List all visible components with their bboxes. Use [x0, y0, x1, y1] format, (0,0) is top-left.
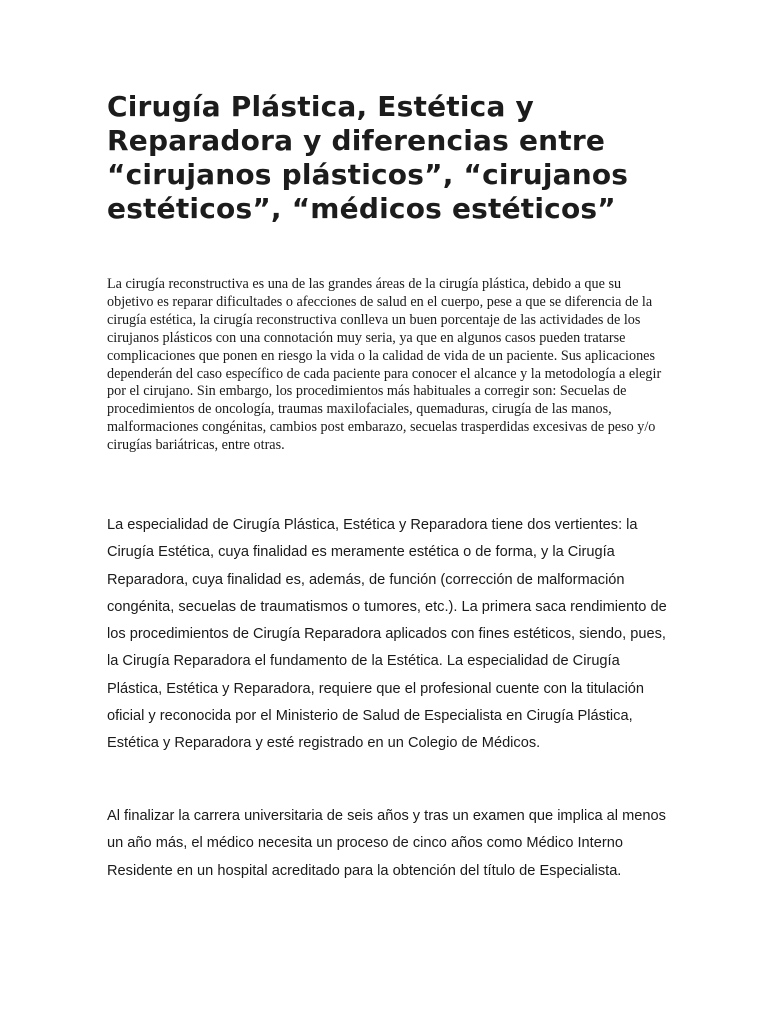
- paragraph-specialty-branches: La especialidad de Cirugía Plástica, Estética y Reparadora tiene dos vertientes: la Cirugía Estética, cuya finalidad es meramente estética o de forma, y la Cirugía Reparadora, cuya finalidad es, además, de función (corrección de malformación congénita, secuelas de traumatismos o tumores, etc.). La primera saca rendimiento de los procedimientos de Cirugía Reparadora aplicados con fines estéticos, siendo, pues, la Cirugía Reparadora el fundamento de la Estética. La especialidad de Cirugía Plástica, Estética y Reparadora, requiere que el profesional cuente con la titulación oficial y reconocida por el Ministerio de Salud de Especialista en Cirugía Plástica, Estética y Reparadora y esté registrado en un Colegio de Médicos.: [107, 517, 667, 752]
- paragraph-reconstructive-surgery: La cirugía reconstructiva es una de las grandes áreas de la cirugía plástica, debido a que su objetivo es reparar dificultades o afecciones de salud en el cuerpo, pese a que se diferencia de la cirugía estética, la cirugía reconstructiva conlleva un buen porcentaje de las actividades de los cirujanos plásticos con una connotación muy seria, ya que en algunos casos pueden tratarse complicaciones que ponen en riesgo la vida o la calidad de vida de un paciente. Sus aplicaciones dependerán del caso específico de cada paciente para conocer el alcance y la metodología a elegir por el cirujano. Sin embargo, los procedimientos más habituales a corregir son: Secuelas de procedimientos de oncología, traumas maxilofaciales, quemaduras, cirugía de las manos, malformaciones congénitas, cambios post embarazo, secuelas trasperdidas excesivas de peso y/o cirugías bariátricas, entre otras.: [107, 276, 662, 454]
- document-title: Cirugía Plástica, Estética y Reparadora y diferencias entre “cirujanos plásticos”, “cirujanos estéticos”, “médicos estéticos”: [107, 90, 629, 225]
- paragraph-training-path: Al finalizar la carrera universitaria de seis años y tras un examen que implica al menos un año más, el médico necesita un proceso de cinco años como Médico Interno Residente en un hospital acreditado para la obtención del título de Especialista.: [107, 808, 666, 879]
